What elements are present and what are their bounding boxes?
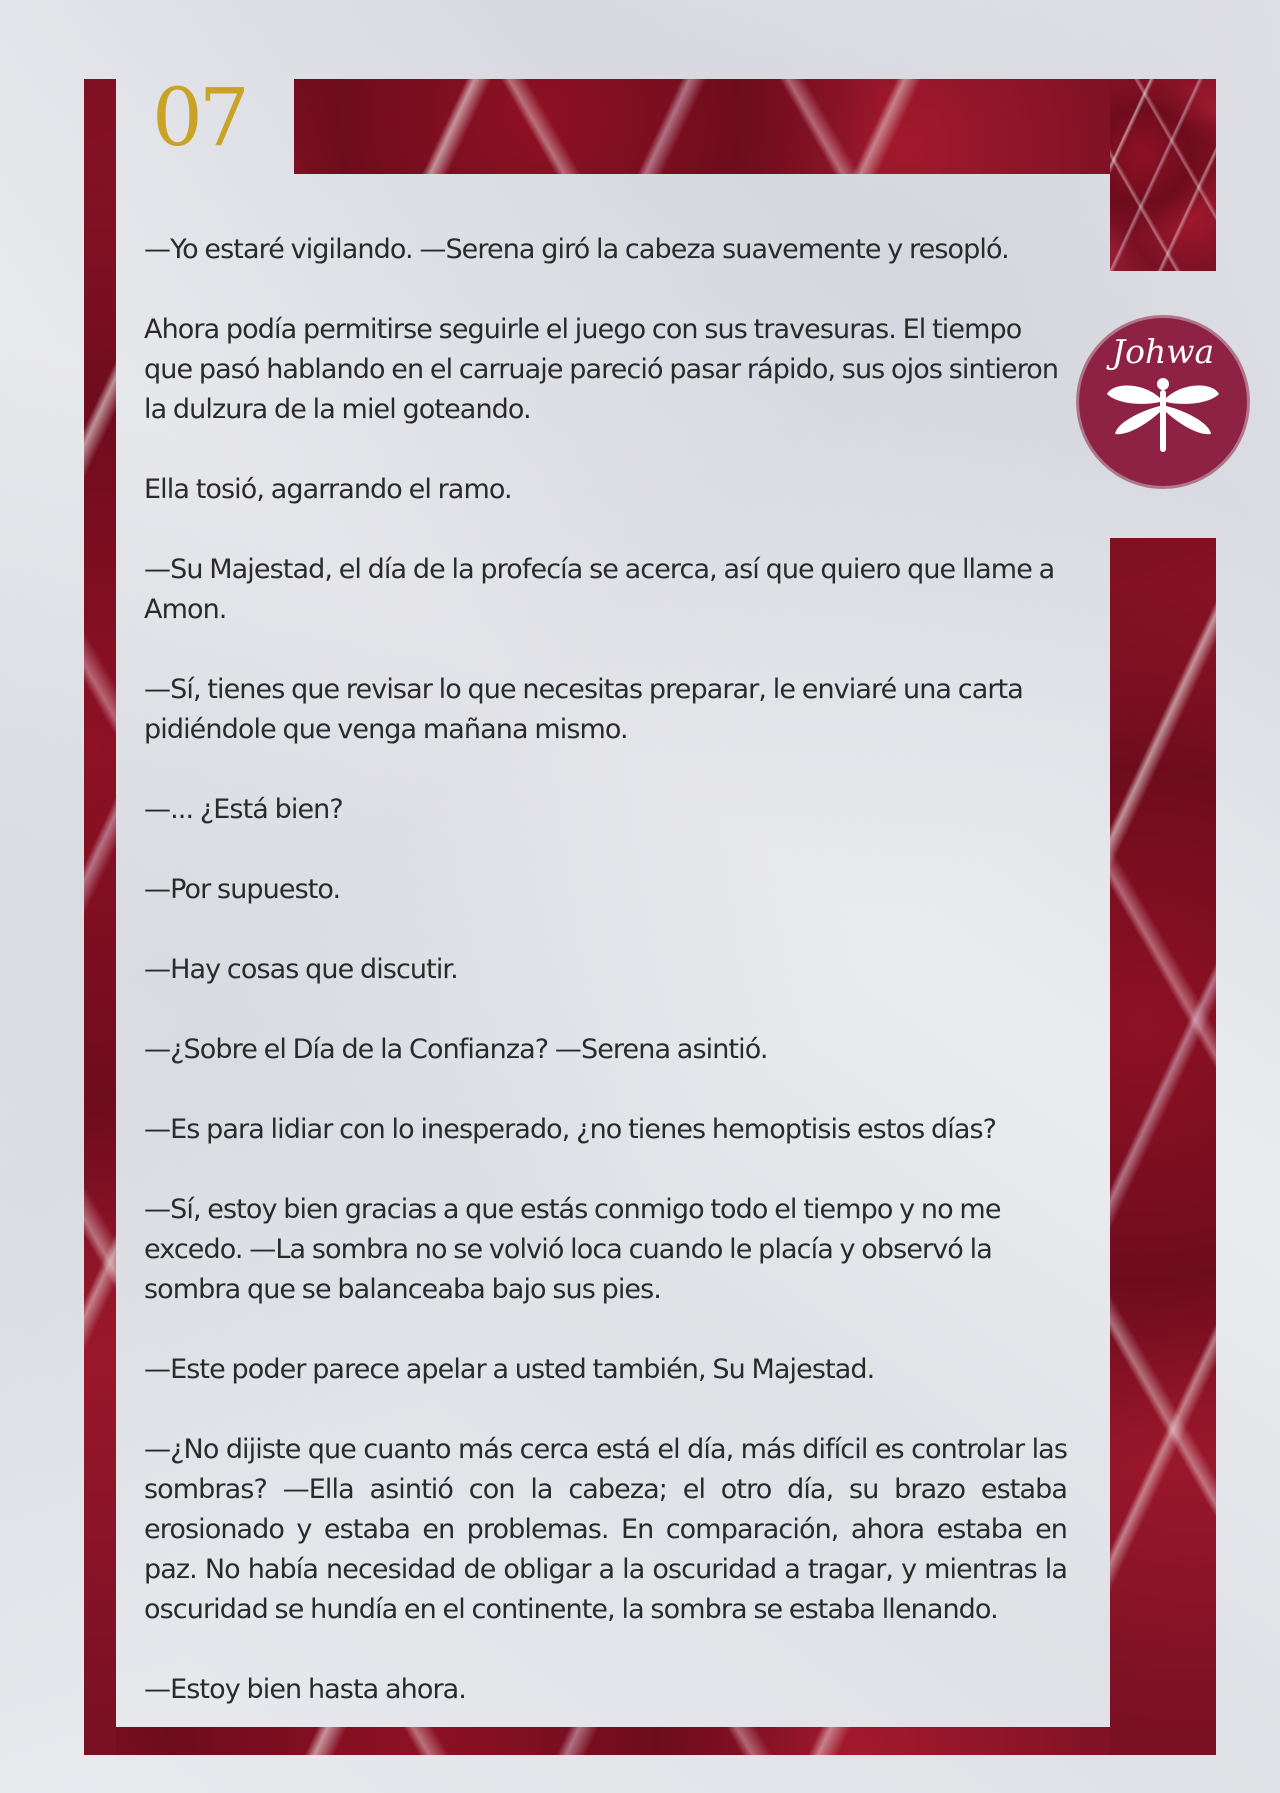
left-marble-border [84,79,116,1755]
paragraph: —¿No dijiste que cuanto más cerca está el día, más difícil es controlar las sombras? —Ella asintió con la cabeza; el otro día, su brazo estaba erosionado y estaba en problemas. En comparación, ahora estaba en paz. No había necesidad de obligar a la oscuridad a tragar, y mientras la oscuridad se hundía en el continente, la sombra se estaba llenando. [144,1434,1067,1625]
paragraph: —Sí, tienes que revisar lo que necesitas preparar, le enviaré una carta pidiéndole que venga mañana mismo. [144,674,1023,745]
paragraph: —Su Majestad, el día de la profecía se acerca, así que quiero que llame a Amon. [144,554,1055,625]
top-right-marble-block [1110,79,1216,271]
paragraph: Ahora podía permitirse seguirle el juego con sus travesuras. El tiempo que pasó hablando en el carruaje pareció pasar rápido, sus ojos sintieron la dulzura de la miel goteando. [144,314,1059,425]
paragraph: —Estoy bien hasta ahora. [144,1674,466,1705]
logo-text: Johwa [1111,332,1215,371]
top-marble-border [294,79,1110,174]
paragraph: Ella tosió, agarrando el ramo. [144,474,512,505]
story-text [144,230,1067,1750]
paragraph: —Hay cosas que discutir. [144,954,458,985]
paragraph: —Es para lidiar con lo inesperado, ¿no tienes hemoptisis estos días? [144,1114,997,1145]
page-number: 07 [152,71,246,164]
paragraph: —... ¿Está bien? [144,794,343,825]
johwa-logo [1079,318,1247,486]
paragraph: —Sí, estoy bien gracias a que estás conmigo todo el tiempo y no me excedo. —La sombra no se volvió loca cuando le placía y observó la sombra que se balanceaba bajo sus pies. [144,1194,1001,1305]
paragraph: —Este poder parece apelar a usted también, Su Majestad. [144,1354,875,1385]
paragraph: —Por supuesto. [144,874,341,905]
dragonfly-icon [1103,376,1223,456]
paragraph: —¿Sobre el Día de la Confianza? —Serena asintió. [144,1034,768,1065]
right-marble-border [1110,538,1216,1755]
paragraph: —Yo estaré vigilando. —Serena giró la cabeza suavemente y resopló. [144,234,1009,265]
